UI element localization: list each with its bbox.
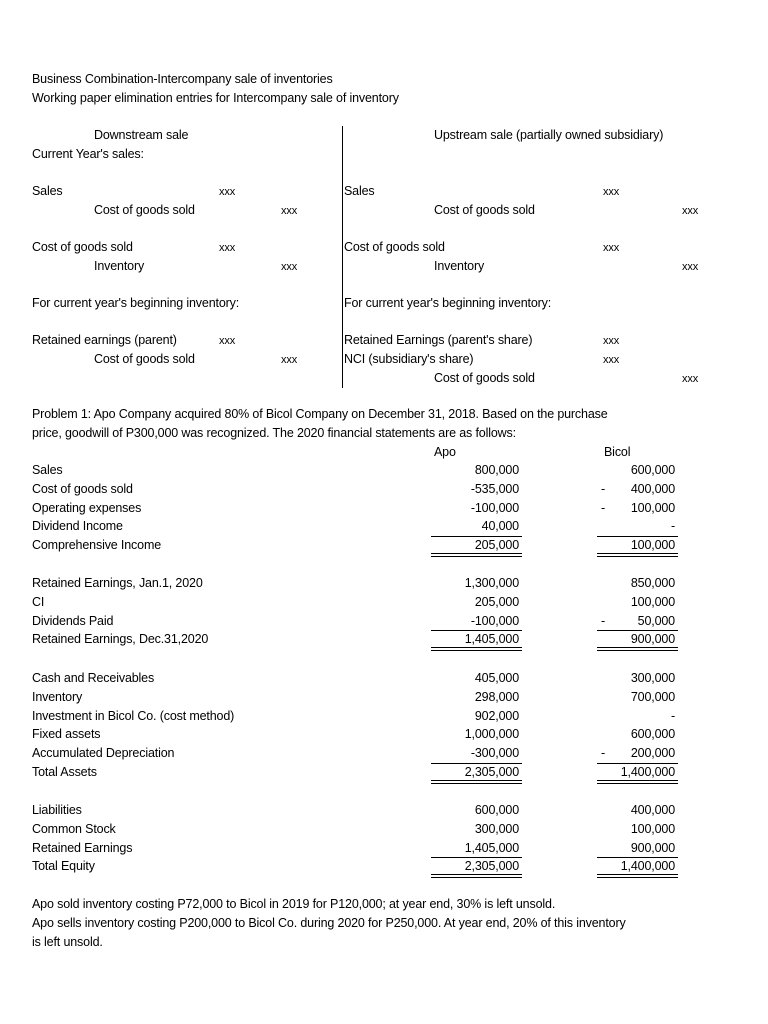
total-double-rule [597,780,678,784]
total-top-rule [597,630,678,631]
equity-row-bicol-value: 900,000 [630,840,675,855]
total-top-rule [431,857,522,858]
ds-entry2-credit: Inventory [94,259,145,273]
total-top-rule [597,857,678,858]
ds-entry2-debit: Cost of goods sold [32,240,133,254]
equity-row-bicol-value: 400,000 [630,803,675,817]
ds-entry1-debit-amount: xxx [219,186,236,198]
retained-row-apo-value: 1,405,000 [464,632,519,647]
ds-beginning-label: For current year's beginning inventory: [32,296,240,310]
total-top-rule [431,763,522,764]
income-row-apo-value: -535,000 [470,481,519,496]
document-subtitle: Working paper elimination entries for Intercompany sale of inventory [32,91,399,105]
retained-row-apo-value: -100,000 [470,613,519,628]
us-entry3-debit-nci-amount: xxx [603,354,620,366]
income-row-bicol-value: 400,000 [630,481,675,496]
equity-row-label: Retained Earnings [32,840,133,855]
total-top-rule [431,630,522,631]
us-entry2-credit-amount: xxx [682,261,699,273]
equity-row-label: Total Equity [32,859,95,874]
income-row-bicol-value: 100,000 [630,538,675,553]
income-row-bicol-value: - [670,519,675,534]
income-row-bicol-negative-marker: - [601,481,606,496]
equity-row-label: Liabilities [32,803,82,817]
equity-row-apo-value: 600,000 [474,803,519,817]
note-line3: is left unsold. [32,935,103,949]
income-row-apo-value: 40,000 [481,519,519,534]
equity-row-apo-value: 300,000 [474,821,519,836]
assets-row-label: Investment in Bicol Co. (cost method) [32,708,235,723]
ds-entry1-credit-amount: xxx [281,205,298,217]
us-entry1-debit-amount: xxx [603,186,620,198]
note-line1: Apo sold inventory costing P72,000 to Bicol in 2019 for P120,000; at year end, 30% is left unsold. [32,897,556,911]
us-entry1-credit: Cost of goods sold [434,203,535,217]
assets-row-label: Cash and Receivables [32,671,155,685]
section-divider [342,126,343,388]
upstream-heading: Upstream sale (partially owned subsidiary) [434,128,664,142]
us-entry2-debit: Cost of goods sold [344,240,445,254]
total-double-rule [431,874,522,878]
ds-entry2-debit-amount: xxx [219,242,236,254]
us-entry3-debit-parent: Retained Earnings (parent's share) [344,333,533,347]
assets-row-bicol-negative-marker: - [601,746,606,761]
problem-text-line1: Problem 1: Apo Company acquired 80% of Bicol Company on December 31, 2018. Based on the purchase [32,407,608,421]
retained-row-bicol-value: 100,000 [630,594,675,609]
total-double-rule [597,553,678,557]
ds-entry1-credit: Cost of goods sold [94,203,195,217]
problem-text-line2: price, goodwill of P300,000 was recognized. The 2020 financial statements are as follows: [32,426,516,440]
assets-row-bicol-value: 600,000 [630,727,675,742]
assets-row-apo-value: 2,305,000 [464,765,519,779]
total-top-rule [597,536,678,537]
ds-entry3-credit: Cost of goods sold [94,352,195,366]
assets-row-apo-value: 902,000 [474,708,519,723]
ds-entry1-debit: Sales [32,184,63,198]
total-top-rule [597,763,678,764]
assets-row-bicol-value: 300,000 [630,671,675,685]
retained-row-bicol-value: 850,000 [630,576,675,590]
retained-row-label: Retained Earnings, Jan.1, 2020 [32,576,203,590]
assets-row-apo-value: 298,000 [474,689,519,704]
income-row-bicol-value: 600,000 [630,463,675,477]
retained-row-bicol-negative-marker: - [601,613,606,628]
us-entry2-debit-amount: xxx [603,242,620,254]
income-row-label: Dividend Income [32,519,123,534]
us-entry3-credit-amount: xxx [682,373,699,385]
assets-row-apo-value: 405,000 [474,671,519,685]
assets-row-bicol-value: 700,000 [630,689,675,704]
income-row-apo-value: 205,000 [474,538,519,553]
income-row-label: Sales [32,463,63,477]
us-entry3-debit-nci: NCI (subsidiary's share) [344,352,474,366]
retained-row-label: CI [32,594,45,609]
us-beginning-label: For current year's beginning inventory: [344,296,552,310]
ds-entry3-debit-amount: xxx [219,335,236,347]
income-row-apo-value: -100,000 [470,500,519,515]
retained-row-apo-value: 205,000 [474,594,519,609]
total-double-rule [431,553,522,557]
ds-entry3-credit-amount: xxx [281,354,298,366]
assets-row-bicol-value: 1,400,000 [620,765,675,779]
column-header-bicol: Bicol [604,445,631,459]
income-row-label: Comprehensive Income [32,538,162,553]
retained-row-label: Dividends Paid [32,613,114,628]
ds-entry3-debit: Retained earnings (parent) [32,333,177,347]
assets-row-label: Total Assets [32,765,97,779]
assets-row-label: Inventory [32,689,83,704]
note-line2: Apo sells inventory costing P200,000 to Bicol Co. during 2020 for P250,000. At year end, 20% of this inventory [32,916,626,930]
assets-row-label: Accumulated Depreciation [32,746,175,761]
equity-row-apo-value: 1,405,000 [464,840,519,855]
equity-row-label: Common Stock [32,821,116,836]
current-year-label: Current Year's sales: [32,147,144,161]
us-entry3-debit-parent-amount: xxx [603,335,620,347]
income-row-apo-value: 800,000 [474,463,519,477]
total-double-rule [597,874,678,878]
total-double-rule [431,780,522,784]
equity-row-bicol-value: 1,400,000 [620,859,675,874]
income-row-label: Cost of goods sold [32,481,133,496]
equity-row-bicol-value: 100,000 [630,821,675,836]
us-entry1-debit: Sales [344,184,375,198]
income-row-label: Operating expenses [32,500,142,515]
retained-row-apo-value: 1,300,000 [464,576,519,590]
us-entry1-credit-amount: xxx [682,205,699,217]
assets-row-apo-value: -300,000 [470,746,519,761]
downstream-heading: Downstream sale [94,128,189,142]
assets-row-bicol-value: - [670,708,675,723]
us-entry3-credit: Cost of goods sold [434,371,535,385]
retained-row-bicol-value: 900,000 [630,632,675,647]
total-double-rule [431,647,522,651]
assets-row-bicol-value: 200,000 [630,746,675,761]
retained-row-label: Retained Earnings, Dec.31,2020 [32,632,209,647]
assets-row-label: Fixed assets [32,727,101,742]
income-row-bicol-negative-marker: - [601,500,606,515]
retained-row-bicol-value: 50,000 [637,613,675,628]
total-double-rule [597,647,678,651]
us-entry2-credit: Inventory [434,259,485,273]
equity-row-apo-value: 2,305,000 [464,859,519,874]
column-header-apo: Apo [434,445,456,459]
ds-entry2-credit-amount: xxx [281,261,298,273]
assets-row-apo-value: 1,000,000 [464,727,519,742]
document-title: Business Combination-Intercompany sale of inventories [32,72,333,86]
income-row-bicol-value: 100,000 [630,500,675,515]
total-top-rule [431,536,522,537]
